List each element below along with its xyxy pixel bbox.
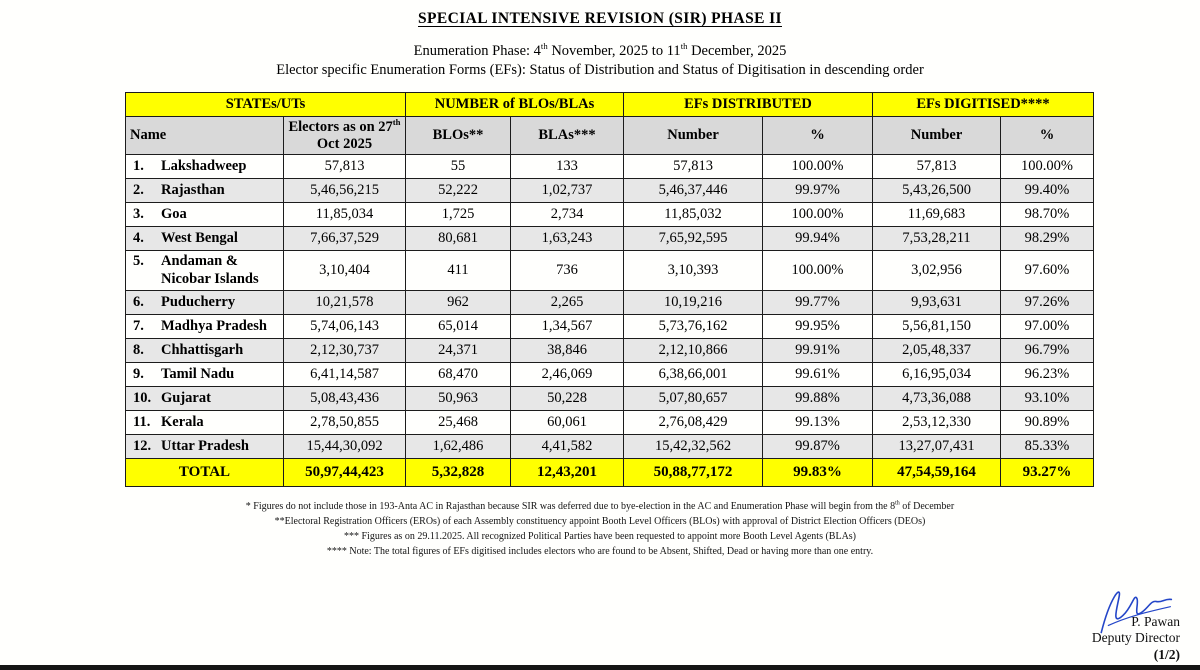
page-bottom-edge: [0, 665, 1200, 670]
state-name-cell: [126, 227, 284, 251]
electors-cell: 11,85,034: [284, 203, 406, 227]
table-body: [126, 155, 1094, 459]
state-name: West Bengal: [161, 230, 238, 247]
blas-cell: 38,846: [511, 339, 624, 363]
blos-cell: 1,725: [406, 203, 511, 227]
signatory-name: P. Pawan: [1131, 614, 1180, 629]
efs-distributed-number-cell: 3,10,393: [624, 251, 763, 291]
state-name-cell: [126, 203, 284, 227]
sir-status-table: [125, 92, 1094, 487]
efs-distributed-number-cell: 5,46,37,446: [624, 179, 763, 203]
table-row: [126, 155, 1094, 179]
footnote: **** Note: The total figures of EFs digitised includes electors who are found to be Absent, Shifted, Dead or having more than one entry.: [326, 546, 874, 558]
blos-cell: 55: [406, 155, 511, 179]
efs-distributed-number-cell: 10,19,216: [624, 291, 763, 315]
efs-distributed-pct-cell: 99.87%: [763, 435, 873, 459]
state-name: Tamil Nadu: [161, 365, 235, 382]
row-rank: 5.: [133, 253, 144, 270]
signatory-role: Deputy Director: [1091, 630, 1180, 645]
efs-digitised-number-cell: 13,27,07,431: [873, 435, 1001, 459]
electors-cell: 5,74,06,143: [284, 315, 406, 339]
efs-digitised-pct-cell: 98.70%: [1001, 203, 1094, 227]
blas-cell: 736: [511, 251, 624, 291]
footnote: **Electoral Registration Officers (EROs) of each Assembly constituency appoint Booth Level Officers (BLOs) with approval of District Election Officers (DEOs): [274, 516, 926, 528]
state-name: Lakshadweep: [161, 158, 247, 175]
efs-distributed-pct-cell: 99.91%: [763, 339, 873, 363]
electors-cell: 10,21,578: [284, 291, 406, 315]
state-name: Andaman & Nicobar Islands: [161, 253, 259, 287]
efs-distributed-number-cell: 2,76,08,429: [624, 411, 763, 435]
total-efs-distributed-pct: 99.83%: [763, 459, 873, 487]
total-blas: 12,43,201: [511, 459, 624, 487]
efs-digitised-number-cell: 3,02,956: [873, 251, 1001, 291]
table-row: [126, 411, 1094, 435]
row-rank: 3.: [133, 206, 144, 223]
total-label: TOTAL: [126, 459, 284, 487]
electors-cell: 5,46,56,215: [284, 179, 406, 203]
blos-cell: 52,222: [406, 179, 511, 203]
efs-digitised-number-cell: 4,73,36,088: [873, 387, 1001, 411]
blos-cell: 1,62,486: [406, 435, 511, 459]
efs-distributed-number-cell: 6,38,66,001: [624, 363, 763, 387]
efs-digitised-number-cell: 6,16,95,034: [873, 363, 1001, 387]
state-name: Puducherry: [161, 293, 236, 310]
electors-cell: 7,66,37,529: [284, 227, 406, 251]
efs-digitised-number-cell: 9,93,631: [873, 291, 1001, 315]
blos-cell: 411: [406, 251, 511, 291]
blas-cell: 2,265: [511, 291, 624, 315]
row-rank: 2.: [133, 182, 144, 199]
total-efs-digitised-pct: 93.27%: [1001, 459, 1094, 487]
efs-distributed-pct-cell: 100.00%: [763, 203, 873, 227]
row-rank: 11.: [133, 413, 151, 430]
efs-digitised-number-cell: 2,53,12,330: [873, 411, 1001, 435]
efs-digitised-pct-cell: 90.89%: [1001, 411, 1094, 435]
blos-cell: 65,014: [406, 315, 511, 339]
blos-cell: 962: [406, 291, 511, 315]
blas-cell: 2,46,069: [511, 363, 624, 387]
blas-cell: 60,061: [511, 411, 624, 435]
group-header-row: [126, 93, 1094, 117]
blos-cell: 80,681: [406, 227, 511, 251]
blas-cell: 2,734: [511, 203, 624, 227]
state-name: Goa: [161, 206, 187, 223]
efs-digitised-pct-cell: 97.26%: [1001, 291, 1094, 315]
electors-cell: 6,41,14,587: [284, 363, 406, 387]
efs-digitised-pct-cell: 97.60%: [1001, 251, 1094, 291]
efs-distributed-pct-cell: 99.88%: [763, 387, 873, 411]
efs-distributed-number-cell: 57,813: [624, 155, 763, 179]
efs-distributed-number-cell: 5,73,76,162: [624, 315, 763, 339]
blas-cell: 1,63,243: [511, 227, 624, 251]
table-row: [126, 291, 1094, 315]
efs-distributed-number-cell: 5,07,80,657: [624, 387, 763, 411]
page-number: (1/2): [1153, 647, 1180, 662]
table-row: [126, 227, 1094, 251]
table-row: [126, 179, 1094, 203]
document-title: SPECIAL INTENSIVE REVISION (SIR) PHASE II: [418, 10, 782, 27]
efs-distributed-pct-cell: 100.00%: [763, 155, 873, 179]
table-row: [126, 435, 1094, 459]
state-name-cell: [126, 291, 284, 315]
state-name: Kerala: [161, 413, 204, 430]
column-header-row: [126, 117, 1094, 155]
electors-cell: 3,10,404: [284, 251, 406, 291]
efs-distributed-number-cell: 11,85,032: [624, 203, 763, 227]
footnotes: [0, 499, 1200, 559]
efs-digitised-number-cell: 2,05,48,337: [873, 339, 1001, 363]
total-efs-distributed-number: 50,88,77,172: [624, 459, 763, 487]
state-name-cell: [126, 251, 284, 291]
signature-block: [1010, 582, 1180, 663]
row-rank: 9.: [133, 365, 144, 382]
row-rank: 6.: [133, 293, 144, 310]
efs-digitised-pct-cell: 96.79%: [1001, 339, 1094, 363]
footnote: *** Figures as on 29.11.2025. All recognized Political Parties have been requested to appoint more Booth Level Agents (BLAs): [343, 531, 857, 543]
column-header-electors: Electors as on 27th Oct 2025: [284, 117, 406, 155]
group-header-efs-digitised: EFs DIGITISED****: [873, 93, 1094, 117]
column-header-blas: BLAs***: [511, 117, 624, 155]
electors-cell: 2,12,30,737: [284, 339, 406, 363]
state-name-cell: [126, 435, 284, 459]
state-name-cell: [126, 363, 284, 387]
total-efs-digitised-number: 47,54,59,164: [873, 459, 1001, 487]
subtitle-enumeration-phase: Enumeration Phase: 4th November, 2025 to 11th December, 2025: [413, 41, 787, 59]
row-rank: 1.: [133, 158, 144, 175]
efs-distributed-pct-cell: 99.61%: [763, 363, 873, 387]
row-rank: 12.: [133, 437, 152, 454]
efs-distributed-number-cell: 7,65,92,595: [624, 227, 763, 251]
efs-digitised-pct-cell: 100.00%: [1001, 155, 1094, 179]
efs-digitised-number-cell: 7,53,28,211: [873, 227, 1001, 251]
blos-cell: 68,470: [406, 363, 511, 387]
state-name: Chhattisgarh: [161, 341, 244, 358]
efs-digitised-pct-cell: 85.33%: [1001, 435, 1094, 459]
efs-distributed-pct-cell: 99.13%: [763, 411, 873, 435]
state-name-cell: [126, 179, 284, 203]
efs-distributed-pct-cell: 99.77%: [763, 291, 873, 315]
blas-cell: 1,34,567: [511, 315, 624, 339]
blas-cell: 133: [511, 155, 624, 179]
state-name-cell: [126, 387, 284, 411]
state-name: Gujarat: [161, 389, 211, 406]
row-rank: 7.: [133, 317, 144, 334]
efs-digitised-number-cell: 5,43,26,500: [873, 179, 1001, 203]
blos-cell: 50,963: [406, 387, 511, 411]
efs-digitised-number-cell: 11,69,683: [873, 203, 1001, 227]
group-header-efs-distributed: EFs DISTRIBUTED: [624, 93, 873, 117]
efs-digitised-number-cell: 57,813: [873, 155, 1001, 179]
efs-digitised-pct-cell: 93.10%: [1001, 387, 1094, 411]
column-header-blos: BLOs**: [406, 117, 511, 155]
blas-cell: 50,228: [511, 387, 624, 411]
state-name-cell: [126, 411, 284, 435]
electors-cell: 2,78,50,855: [284, 411, 406, 435]
column-header-efs-digitised-pct: %: [1001, 117, 1094, 155]
efs-digitised-pct-cell: 97.00%: [1001, 315, 1094, 339]
state-name: Madhya Pradesh: [161, 317, 267, 334]
efs-distributed-number-cell: 2,12,10,866: [624, 339, 763, 363]
efs-distributed-pct-cell: 99.95%: [763, 315, 873, 339]
blas-cell: 4,41,582: [511, 435, 624, 459]
state-name: Uttar Pradesh: [161, 437, 249, 454]
state-name-cell: [126, 339, 284, 363]
state-name: Rajasthan: [161, 182, 225, 199]
row-rank: 4.: [133, 230, 144, 247]
column-header-name: Name: [126, 117, 284, 155]
electors-cell: 5,08,43,436: [284, 387, 406, 411]
footnote: * Figures do not include those in 193-Anta AC in Rajasthan because SIR was deferred due to bye-election in the AC and Enumeration Phase will begin from the 8th of December: [245, 500, 955, 513]
state-name-cell: [126, 315, 284, 339]
table-row: [126, 387, 1094, 411]
efs-distributed-pct-cell: 99.94%: [763, 227, 873, 251]
efs-digitised-pct-cell: 96.23%: [1001, 363, 1094, 387]
efs-distributed-number-cell: 15,42,32,562: [624, 435, 763, 459]
electors-cell: 57,813: [284, 155, 406, 179]
efs-digitised-pct-cell: 99.40%: [1001, 179, 1094, 203]
column-header-efs-distributed-number: Number: [624, 117, 763, 155]
table-row: [126, 203, 1094, 227]
electors-cell: 15,44,30,092: [284, 435, 406, 459]
blas-cell: 1,02,737: [511, 179, 624, 203]
state-name-cell: [126, 155, 284, 179]
efs-digitised-pct-cell: 98.29%: [1001, 227, 1094, 251]
efs-distributed-pct-cell: 100.00%: [763, 251, 873, 291]
table-row: [126, 363, 1094, 387]
blos-cell: 25,468: [406, 411, 511, 435]
efs-digitised-number-cell: 5,56,81,150: [873, 315, 1001, 339]
row-rank: 10.: [133, 389, 152, 406]
group-header-states-uts: STATEs/UTs: [126, 93, 406, 117]
efs-distributed-pct-cell: 99.97%: [763, 179, 873, 203]
subtitle-description: Elector specific Enumeration Forms (EFs): Status of Distribution and Status of Digitisation in descending order: [276, 62, 924, 78]
blos-cell: 24,371: [406, 339, 511, 363]
total-row: [126, 459, 1094, 487]
table-row: [126, 315, 1094, 339]
row-rank: 8.: [133, 341, 144, 358]
group-header-number-of-blos-blas: NUMBER of BLOs/BLAs: [406, 93, 624, 117]
column-header-efs-digitised-number: Number: [873, 117, 1001, 155]
column-header-efs-distributed-pct: %: [763, 117, 873, 155]
total-blos: 5,32,828: [406, 459, 511, 487]
table-row: [126, 339, 1094, 363]
total-electors: 50,97,44,423: [284, 459, 406, 487]
table-row: [126, 251, 1094, 291]
